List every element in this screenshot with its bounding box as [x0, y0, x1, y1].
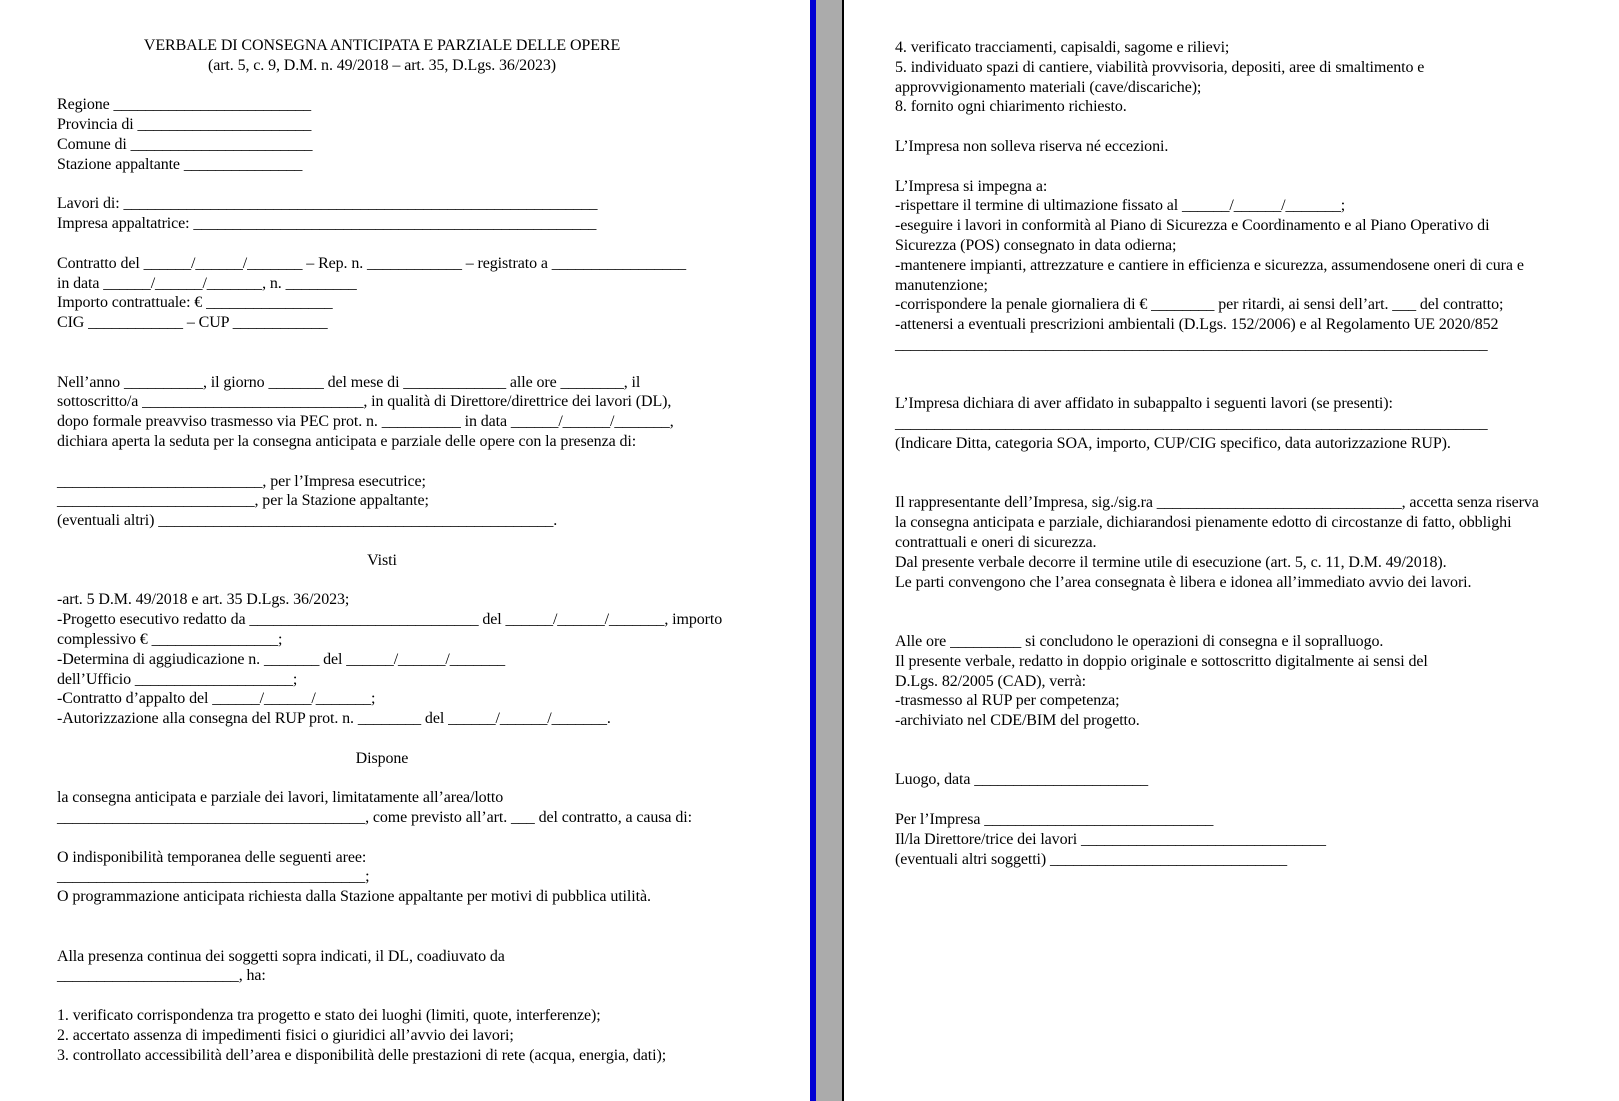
- document-line: -rispettare il termine di ultimazione fissato al ______/______/_______;: [895, 197, 1346, 215]
- document-line: -art. 5 D.M. 49/2018 e art. 35 D.Lgs. 36/2023;: [57, 591, 350, 609]
- blank-line: [895, 731, 1563, 751]
- document-line: -attenersi a eventuali prescrizioni ambientali (D.Lgs. 152/2006) e al Regolamento UE 2020/852: [895, 316, 1499, 334]
- document-line: (eventuali altri) __________________________________________________.: [57, 512, 558, 530]
- blank-line: [57, 234, 707, 254]
- blank-line: [57, 768, 707, 788]
- blank-line: [57, 927, 707, 947]
- document-line: Impresa appaltatrice: ___________________________________________________: [57, 215, 597, 233]
- document-line: -Autorizzazione alla consegna del RUP prot. n. ________ del ______/______/_______.: [57, 710, 611, 728]
- document-line: Nell’anno __________, il giorno _______ del mese di _____________ alle ore ________, il: [57, 373, 641, 391]
- document-line: 1. verificato corrispondenza tra progetto e stato dei luoghi (limiti, quote, interferenze);: [57, 1007, 601, 1025]
- document-line: la consegna anticipata e parziale dei lavori, limitatamente all’area/lotto: [57, 789, 504, 807]
- blank-line: [895, 375, 1563, 395]
- blank-line: [57, 452, 707, 472]
- document-line: _______________________________________, come previsto all’art. ___ del contratto, a causa di:: [57, 809, 692, 827]
- page-right-content: [844, 0, 1563, 869]
- document-line: L’Impresa non solleva riserva né eccezioni.: [895, 137, 1169, 155]
- document-line: Regione _________________________: [57, 96, 312, 114]
- document-line: -trasmesso al RUP per competenza;: [895, 692, 1120, 710]
- document-line: D.Lgs. 82/2005 (CAD), verrà:: [895, 672, 1086, 690]
- document-line: Comune di _______________________: [57, 135, 313, 153]
- document-line: 2. accertato assenza di impedimenti fisici o giuridici all’avvio dei lavori;: [57, 1026, 514, 1044]
- blank-line: [57, 353, 707, 373]
- blank-line: [895, 474, 1563, 494]
- blank-line: [57, 76, 707, 96]
- document-line: ___________________________________________________________________________: [895, 415, 1488, 433]
- document-line: la consegna anticipata e parziale, dichiarandosi pienamente edotto di circostanze di fatto, obblighi: [895, 514, 1512, 532]
- document-line: CIG ____________ – CUP ____________: [57, 314, 328, 332]
- document-line: 4. verificato tracciamenti, capisaldi, sagome e rilievi;: [895, 39, 1230, 56]
- page-left-content: [0, 0, 723, 1065]
- blank-line: [895, 157, 1563, 177]
- document-line: Contratto del ______/______/_______ – Rep. n. ____________ – registrato a _________________: [57, 254, 687, 272]
- document-line: ___________________________________________________________________________: [895, 335, 1488, 353]
- document-line: dell’Ufficio ____________________;: [57, 670, 298, 688]
- divider-gray-gap: [816, 0, 842, 1101]
- document-line: Provincia di ______________________: [57, 116, 312, 134]
- blank-line: [57, 531, 707, 551]
- blank-line: [895, 117, 1563, 137]
- blank-line: [57, 333, 707, 353]
- document-line: Alla presenza continua dei soggetti sopra indicati, il DL, coadiuvato da: [57, 947, 505, 965]
- document-line: -Contratto d’appalto del ______/______/_______;: [57, 690, 376, 708]
- document-line: _______________________________________;: [57, 868, 370, 886]
- document-line: -mantenere impianti, attrezzature e cantiere in efficienza e sicurezza, assumendosene oneri di cura e: [895, 256, 1524, 274]
- document-line: dopo formale preavviso trasmesso via PEC prot. n. __________ in data ______/______/_______,: [57, 413, 674, 431]
- page-right: [844, 0, 1619, 1101]
- blank-line: [895, 790, 1563, 810]
- blank-line: [895, 454, 1563, 474]
- blank-line: [895, 355, 1563, 375]
- document-line: -Determina di aggiudicazione n. _______ del ______/______/_______: [57, 650, 506, 668]
- document-line: 3. controllato accessibilità dell’area e disponibilità delle prestazioni di rete (acqua, energia, dati);: [57, 1046, 667, 1064]
- document-line: approvvigionamento materiali (cave/discariche);: [895, 78, 1202, 96]
- blank-line: [57, 907, 707, 927]
- document-line: Il presente verbale, redatto in doppio originale e sottoscritto digitalmente ai sensi del: [895, 652, 1428, 670]
- document-line: _______________________, ha:: [57, 967, 266, 985]
- document-line: __________________________, per l’Impresa esecutrice;: [57, 472, 426, 490]
- blank-line: [895, 751, 1563, 771]
- document-line: O indisponibilità temporanea delle seguenti aree:: [57, 848, 367, 866]
- document-line: manutenzione;: [895, 276, 988, 294]
- document-line: 8. fornito ogni chiarimento richiesto.: [895, 98, 1127, 116]
- blank-line: [57, 986, 707, 1006]
- document-line: Il/la Direttore/trice dei lavori _______________________________: [895, 830, 1326, 848]
- document-line: Dal presente verbale decorre il termine utile di esecuzione (art. 5, c. 11, D.M. 49/2018).: [895, 553, 1447, 571]
- document-line: _________________________, per la Stazione appaltante;: [57, 492, 429, 510]
- document-line: Luogo, data ______________________: [895, 771, 1149, 789]
- page-divider: [810, 0, 844, 1101]
- document-line: -corrispondere la penale giornaliera di € ________ per ritardi, ai sensi dell’art. ___ del contratto;: [895, 296, 1504, 314]
- document-line: L’Impresa si impegna a:: [895, 177, 1048, 195]
- document-line: Lavori di: ____________________________________________________________: [57, 195, 598, 213]
- document-line: Le parti convengono che l’area consegnata è libera e idonea all’immediato avvio dei lavori.: [895, 573, 1472, 591]
- blank-line: [895, 592, 1563, 612]
- document-line: complessivo € ________________;: [57, 630, 283, 648]
- blank-line: [57, 571, 707, 591]
- document-line: Alle ore _________ si concludono le operazioni di consegna e il sopralluogo.: [895, 632, 1384, 650]
- blank-line: [57, 175, 707, 195]
- blank-line: [895, 612, 1563, 632]
- document-line: Stazione appaltante _______________: [57, 155, 303, 173]
- document-line: O programmazione anticipata richiesta dalla Stazione appaltante per motivi di pubblica utilità.: [57, 888, 651, 906]
- document-line: Importo contrattuale: € ________________: [57, 294, 333, 312]
- document-line: -archiviato nel CDE/BIM del progetto.: [895, 712, 1140, 730]
- blank-line: [57, 828, 707, 848]
- document-line: Visti: [367, 551, 397, 569]
- document-line: VERBALE DI CONSEGNA ANTICIPATA E PARZIALE DELLE OPERE: [143, 37, 621, 54]
- document-line: (art. 5, c. 9, D.M. n. 49/2018 – art. 35, D.Lgs. 36/2023): [207, 56, 557, 74]
- document-line: 5. individuato spazi di cantiere, viabilità provvisoria, depositi, aree di smaltimento e: [895, 58, 1425, 76]
- document-line: dichiara aperta la seduta per la consegna anticipata e parziale delle opere con la presenza di:: [57, 432, 637, 450]
- document-line: sottoscritto/a ____________________________, in qualità di Direttore/direttrice dei lavori (DL),: [57, 393, 672, 411]
- document-line: Sicurezza (POS) consegnato in data odierna;: [895, 236, 1177, 254]
- document-line: Dispone: [355, 749, 409, 767]
- document-line: Il rappresentante dell’Impresa, sig./sig.ra _______________________________, accetta senza riserva: [895, 494, 1539, 512]
- document-line: -Progetto esecutivo redatto da _____________________________ del ______/______/_______, importo: [57, 611, 723, 629]
- document-line: (eventuali altri soggetti) ______________________________: [895, 850, 1288, 868]
- document-line: L’Impresa dichiara di aver affidato in subappalto i seguenti lavori (se presenti):: [895, 395, 1393, 413]
- document-line: (Indicare Ditta, categoria SOA, importo, CUP/CIG specifico, data autorizzazione RUP).: [895, 434, 1451, 452]
- document-line: in data ______/______/_______, n. _________: [57, 274, 357, 292]
- blank-line: [57, 729, 707, 749]
- document-line: Per l’Impresa _____________________________: [895, 811, 1214, 829]
- document-line: contrattuali e oneri di sicurezza.: [895, 533, 1097, 551]
- document-line: -eseguire i lavori in conformità al Piano di Sicurezza e Coordinamento e al Piano Operativo di: [895, 217, 1490, 235]
